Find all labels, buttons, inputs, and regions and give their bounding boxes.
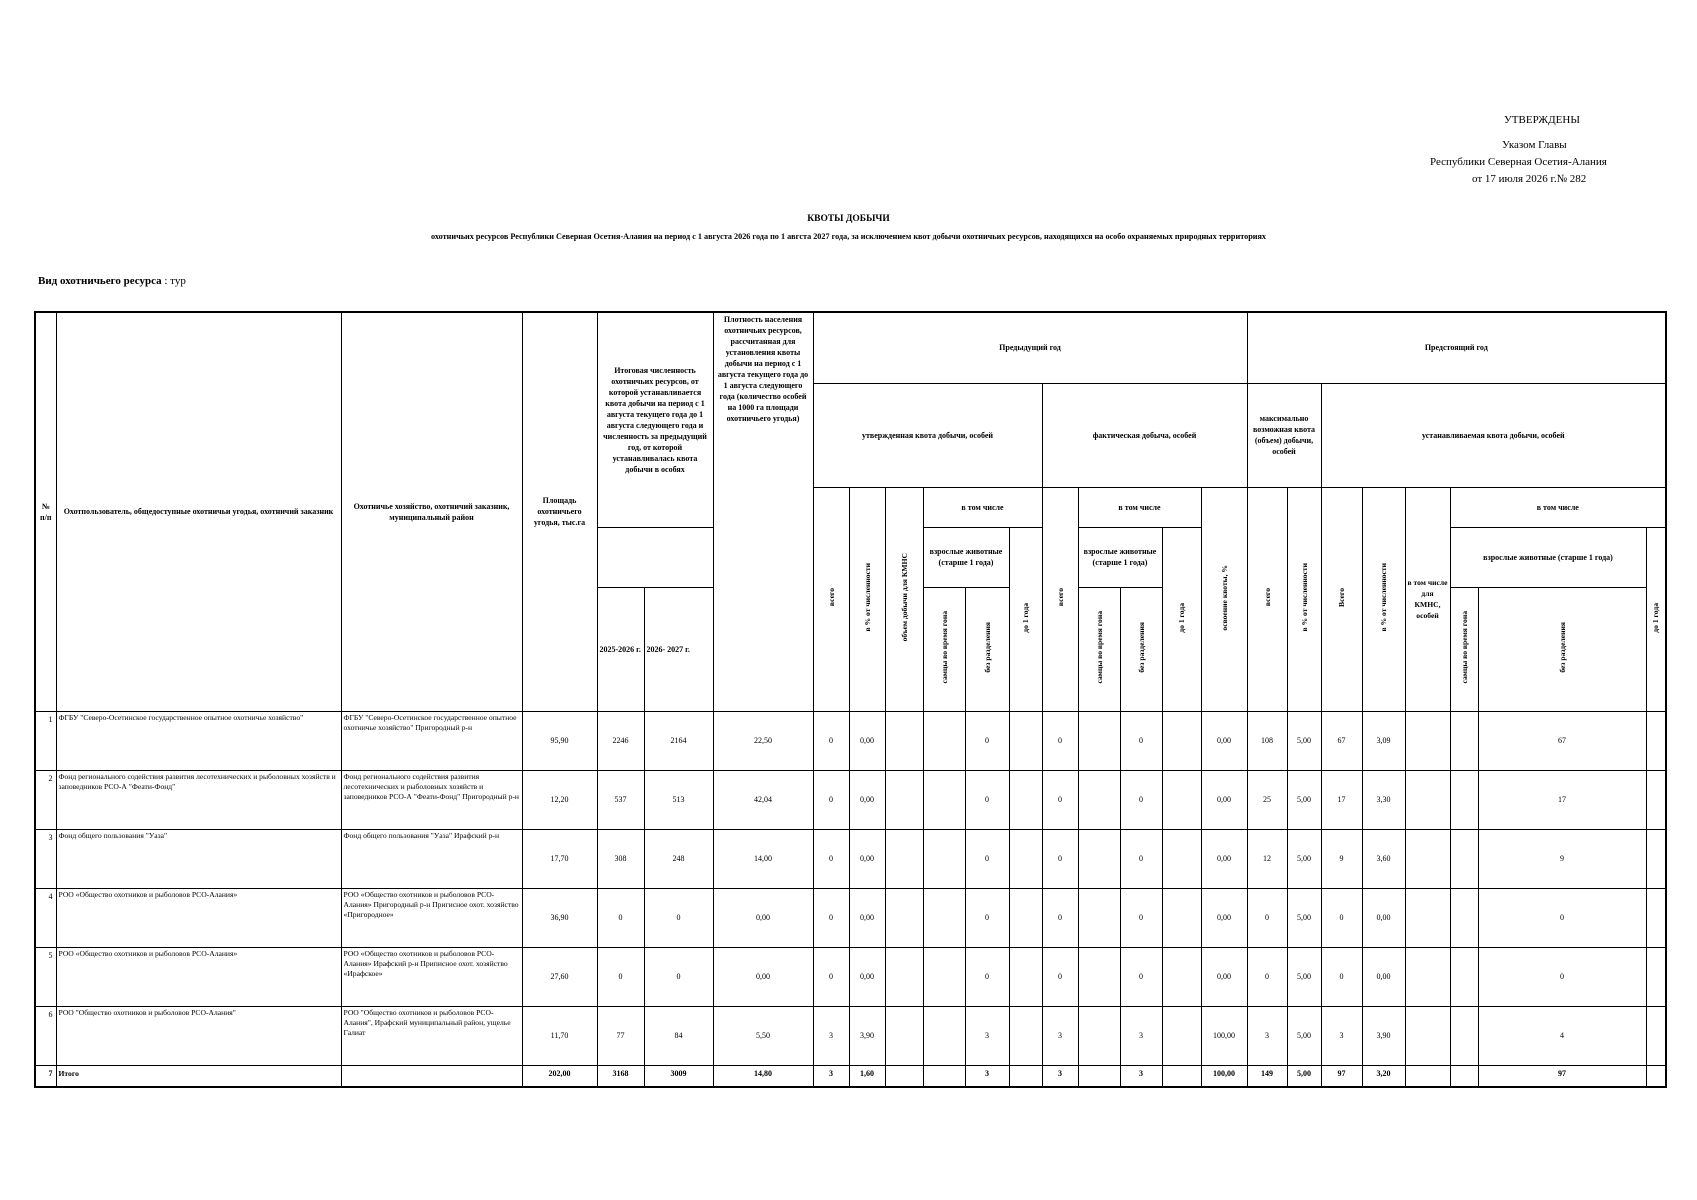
cell-aq-ns: 0	[965, 947, 1009, 1006]
table-row	[35, 711, 1666, 770]
cell-user: Итого	[56, 1065, 341, 1087]
cell-ah-ns: 0	[1120, 770, 1162, 829]
cell-aq-u1	[1009, 1006, 1042, 1065]
cell-aq-all: 0	[813, 947, 849, 1006]
cell-sq-ns: 67	[1478, 711, 1646, 770]
cell-ah-all: 0	[1042, 888, 1078, 947]
cell-c26: 2164	[644, 711, 713, 770]
cell-sq-u1	[1646, 770, 1666, 829]
cell-mq-pct: 5,00	[1287, 711, 1321, 770]
cell-sq-all: 67	[1321, 711, 1362, 770]
cell-c25: 0	[597, 888, 644, 947]
cell-aq-ns: 0	[965, 829, 1009, 888]
cell-aq-pct: 1,60	[849, 1065, 885, 1087]
cell-ah-ns: 0	[1120, 711, 1162, 770]
cell-user: Фонд общего пользования "Уаза"	[56, 829, 341, 888]
approval-title: УТВЕРЖДЕНЫ	[1504, 114, 1580, 126]
cell-ah-ns: 3	[1120, 1065, 1162, 1087]
resource-label: Вид охотничьего ресурса	[38, 275, 162, 287]
cell-area: 202,00	[522, 1065, 597, 1087]
header-prev-year: Предыдущий год	[813, 312, 1247, 383]
header-mq-pct: в % от численности	[1287, 487, 1321, 711]
approval-line-2: Республики Северная Осетия-Алания	[1430, 156, 1607, 168]
cell-dens: 14,00	[713, 829, 813, 888]
cell-mq-all: 12	[1247, 829, 1287, 888]
cell-sq-kmns	[1405, 770, 1450, 829]
cell-aq-u1	[1009, 947, 1042, 1006]
cell-mq-all: 0	[1247, 947, 1287, 1006]
header-sq-pct: в % от численности	[1362, 487, 1405, 711]
header-ah-males: самцы во время гона	[1078, 587, 1120, 711]
cell-use: 0,00	[1201, 888, 1247, 947]
cell-aq-kmns	[885, 829, 923, 888]
cell-c26: 513	[644, 770, 713, 829]
cell-area: 27,60	[522, 947, 597, 1006]
cell-area: 17,70	[522, 829, 597, 888]
cell-aq-kmns	[885, 947, 923, 1006]
cell-mq-pct: 5,00	[1287, 829, 1321, 888]
cell-aq-kmns	[885, 1065, 923, 1087]
cell-sq-ns: 4	[1478, 1006, 1646, 1065]
cell-sq-pct: 3,20	[1362, 1065, 1405, 1087]
cell-aq-all: 3	[813, 1065, 849, 1087]
cell-aq-kmns	[885, 711, 923, 770]
cell-aq-all: 0	[813, 829, 849, 888]
cell-sq-kmns	[1405, 1006, 1450, 1065]
cell-aq-u1	[1009, 829, 1042, 888]
cell-ah-all: 3	[1042, 1065, 1078, 1087]
cell-dens: 0,00	[713, 947, 813, 1006]
cell-sq-u1	[1646, 1006, 1666, 1065]
header-aq-kmns: объем добычи для КМНС	[885, 487, 923, 711]
cell-ah-all: 0	[1042, 770, 1078, 829]
cell-ah-all: 3	[1042, 1006, 1078, 1065]
cell-sq-pct: 0,00	[1362, 947, 1405, 1006]
table-row	[35, 829, 1666, 888]
cell-n: 7	[35, 1065, 56, 1087]
header-sq-adults: взрослые животные (старше 1 года)	[1450, 527, 1646, 587]
header-max-quota: максимально возможная квота (объем) добычи, особей	[1247, 383, 1321, 487]
cell-c25: 2246	[597, 711, 644, 770]
table-row	[35, 947, 1666, 1006]
cell-aq-ns: 0	[965, 770, 1009, 829]
cell-ah-u1	[1162, 711, 1201, 770]
cell-sq-kmns	[1405, 888, 1450, 947]
table-row	[35, 770, 1666, 829]
cell-user: РОО «Общество охотников и рыболовов РСО-Алания»	[56, 888, 341, 947]
header-user: Охотпользователь, общедоступные охотничьи угодья, охотничий заказник	[56, 312, 341, 711]
header-density: Плотность населения охотничьих ресурсов, рассчитанная для установления квоты добычи на период с 1 августа текущего года до 1 августа следующего года (количество особей на 1000 га площади охотничьего угодья)	[713, 312, 813, 711]
cell-mq-pct: 5,00	[1287, 947, 1321, 1006]
cell-sq-m	[1450, 947, 1478, 1006]
cell-sq-u1	[1646, 711, 1666, 770]
cell-dens: 42,04	[713, 770, 813, 829]
cell-mq-pct: 5,00	[1287, 770, 1321, 829]
cell-farm: РОО "Общество охотников и рыболовов РСО-Алания", Ирафский муниципальный район, ущелье Галиат	[341, 1006, 522, 1065]
cell-n: 2	[35, 770, 56, 829]
cell-sq-pct: 0,00	[1362, 888, 1405, 947]
cell-dens: 14,80	[713, 1065, 813, 1087]
cell-ah-u1	[1162, 947, 1201, 1006]
cell-aq-pct: 0,00	[849, 829, 885, 888]
header-aq-nosplit: без разделения	[965, 587, 1009, 711]
cell-c26: 248	[644, 829, 713, 888]
cell-aq-m	[923, 711, 965, 770]
cell-ah-m	[1078, 711, 1120, 770]
header-ah-adults: взрослые животные (старше 1 года)	[1078, 527, 1162, 587]
cell-ah-ns: 0	[1120, 888, 1162, 947]
total-row	[35, 1065, 1666, 1087]
cell-n: 5	[35, 947, 56, 1006]
cell-aq-all: 0	[813, 888, 849, 947]
cell-c26: 3009	[644, 1065, 713, 1087]
cell-aq-kmns	[885, 888, 923, 947]
cell-c26: 84	[644, 1006, 713, 1065]
cell-n: 3	[35, 829, 56, 888]
cell-aq-u1	[1009, 770, 1042, 829]
cell-sq-u1	[1646, 829, 1666, 888]
cell-ah-all: 0	[1042, 711, 1078, 770]
document-title: КВОТЫ ДОБЫЧИ	[807, 214, 890, 224]
cell-mq-all: 3	[1247, 1006, 1287, 1065]
cell-c25: 308	[597, 829, 644, 888]
cell-aq-ns: 3	[965, 1006, 1009, 1065]
cell-sq-m	[1450, 829, 1478, 888]
header-total-count: Итоговая численность охотничьих ресурсов, от которой устанавливается квота добычи на период с 1 августа текущего года до 1 августа следующего года и численность за предыдущий год, от которой устанавливалась квота добычи в особях	[597, 312, 713, 527]
cell-mq-all: 108	[1247, 711, 1287, 770]
cell-n: 6	[35, 1006, 56, 1065]
cell-ah-ns: 0	[1120, 947, 1162, 1006]
cell-use: 0,00	[1201, 829, 1247, 888]
cell-mq-all: 25	[1247, 770, 1287, 829]
header-year-1: 2025-2026 г.	[597, 587, 644, 711]
cell-sq-kmns	[1405, 1065, 1450, 1087]
cell-aq-m	[923, 1065, 965, 1087]
cell-ah-all: 0	[1042, 829, 1078, 888]
cell-aq-m	[923, 1006, 965, 1065]
header-ah-nosplit: без разделения	[1120, 587, 1162, 711]
cell-aq-m	[923, 770, 965, 829]
cell-user: Фонд регионального содействия развития лесотехнических и рыболовных хозяйств и заповедников РСО-А "Феати-Фонд"	[56, 770, 341, 829]
cell-aq-m	[923, 947, 965, 1006]
cell-sq-u1	[1646, 1065, 1666, 1087]
cell-ah-ns: 3	[1120, 1006, 1162, 1065]
cell-sq-ns: 9	[1478, 829, 1646, 888]
header-sq-males: самцы во время гона	[1450, 587, 1478, 711]
cell-use: 0,00	[1201, 711, 1247, 770]
cell-mq-pct: 5,00	[1287, 1006, 1321, 1065]
cell-aq-ns: 0	[965, 711, 1009, 770]
cell-ah-u1	[1162, 888, 1201, 947]
cell-use: 0,00	[1201, 947, 1247, 1006]
cell-sq-ns: 97	[1478, 1065, 1646, 1087]
cell-sq-m	[1450, 711, 1478, 770]
header-quota-use: освоение квоты, %	[1201, 487, 1247, 711]
cell-aq-pct: 3,90	[849, 1006, 885, 1065]
cell-aq-u1	[1009, 711, 1042, 770]
cell-sq-kmns	[1405, 711, 1450, 770]
cell-ah-m	[1078, 1065, 1120, 1087]
cell-sq-pct: 3,09	[1362, 711, 1405, 770]
approval-line-1: Указом Главы	[1502, 139, 1567, 151]
cell-sq-ns: 0	[1478, 947, 1646, 1006]
cell-c26: 0	[644, 947, 713, 1006]
cell-ah-u1	[1162, 1065, 1201, 1087]
cell-user: РОО "Общество охотников и рыболовов РСО-Алания"	[56, 1006, 341, 1065]
header-aq-adults: взрослые животные (старше 1 года)	[923, 527, 1009, 587]
cell-sq-all: 0	[1321, 947, 1362, 1006]
cell-sq-ns: 17	[1478, 770, 1646, 829]
cell-aq-u1	[1009, 888, 1042, 947]
cell-sq-pct: 3,30	[1362, 770, 1405, 829]
cell-dens: 22,50	[713, 711, 813, 770]
approval-line-3: от 17 июля 2026 г.№ 282	[1472, 173, 1587, 185]
header-aq-under1: до 1 года	[1009, 527, 1042, 711]
cell-sq-m	[1450, 1006, 1478, 1065]
cell-sq-all: 9	[1321, 829, 1362, 888]
cell-ah-ns: 0	[1120, 829, 1162, 888]
cell-use: 100,00	[1201, 1065, 1247, 1087]
cell-ah-u1	[1162, 770, 1201, 829]
cell-aq-pct: 0,00	[849, 770, 885, 829]
cell-sq-m	[1450, 888, 1478, 947]
header-sq-under1: до 1 года	[1646, 527, 1666, 711]
cell-mq-pct: 5,00	[1287, 888, 1321, 947]
resource-value: : тур	[161, 275, 186, 287]
cell-sq-kmns	[1405, 829, 1450, 888]
cell-farm: Фонд регионального содействия развития лесотехнических и рыболовных хозяйств и заповедников РСО-А "Феати-Фонд" Пригородный р-н	[341, 770, 522, 829]
cell-area: 12,20	[522, 770, 597, 829]
cell-farm: РОО «Общество охотников и рыболовов РСО-Алания» Пригородный р-н Пригисное охот. хозяйство «Пригородное»	[341, 888, 522, 947]
cell-mq-all: 149	[1247, 1065, 1287, 1087]
cell-aq-ns: 3	[965, 1065, 1009, 1087]
cell-aq-pct: 0,00	[849, 888, 885, 947]
header-set-quota: устанавливаемая квота добычи, особей	[1321, 383, 1666, 487]
header-year-2: 2026- 2027 г.	[644, 587, 713, 711]
cell-sq-pct: 3,60	[1362, 829, 1405, 888]
cell-aq-kmns	[885, 1006, 923, 1065]
cell-area: 36,90	[522, 888, 597, 947]
cell-farm: ФГБУ "Северо-Осетинское государственное опытное охотничье хозяйство" Пригородный р-н	[341, 711, 522, 770]
cell-sq-u1	[1646, 947, 1666, 1006]
cell-mq-all: 0	[1247, 888, 1287, 947]
cell-area: 95,90	[522, 711, 597, 770]
cell-aq-pct: 0,00	[849, 947, 885, 1006]
cell-c26: 0	[644, 888, 713, 947]
cell-sq-all: 97	[1321, 1065, 1362, 1087]
cell-sq-pct: 3,90	[1362, 1006, 1405, 1065]
cell-n: 4	[35, 888, 56, 947]
cell-aq-m	[923, 829, 965, 888]
header-ah-all: всего	[1042, 487, 1078, 711]
header-sq-nosplit: без разделения	[1478, 587, 1646, 711]
table-row	[35, 1006, 1666, 1065]
cell-aq-m	[923, 888, 965, 947]
header-ah-incl: в том числе	[1078, 487, 1201, 527]
cell-aq-pct: 0,00	[849, 711, 885, 770]
cell-ah-m	[1078, 1006, 1120, 1065]
cell-aq-ns: 0	[965, 888, 1009, 947]
cell-sq-ns: 0	[1478, 888, 1646, 947]
header-sq-incl: в том числе	[1450, 487, 1666, 527]
cell-n: 1	[35, 711, 56, 770]
cell-dens: 0,00	[713, 888, 813, 947]
cell-use: 100,00	[1201, 1006, 1247, 1065]
cell-ah-u1	[1162, 1006, 1201, 1065]
header-aq-incl: в том числе	[923, 487, 1042, 527]
header-num: № п/п	[35, 312, 56, 711]
header-years-spacer	[597, 527, 713, 587]
cell-aq-all: 0	[813, 711, 849, 770]
cell-ah-all: 0	[1042, 947, 1078, 1006]
cell-c25: 77	[597, 1006, 644, 1065]
header-aq-males: самцы во время гона	[923, 587, 965, 711]
cell-sq-all: 17	[1321, 770, 1362, 829]
quota-table	[34, 311, 1667, 1088]
document-subtitle: охотничьих ресурсов Республики Северная Осетия-Алания на период с 1 августа 2026 года по 1 авгста 2027 года, за исключением квот добычи охотничьих ресурсов, находящихся на особо охраняемых природных территориях	[430, 232, 1266, 241]
cell-c25: 537	[597, 770, 644, 829]
cell-sq-all: 0	[1321, 888, 1362, 947]
cell-use: 0,00	[1201, 770, 1247, 829]
cell-sq-kmns	[1405, 947, 1450, 1006]
cell-ah-u1	[1162, 829, 1201, 888]
cell-ah-m	[1078, 947, 1120, 1006]
header-area: Площадь охотничьего угодья, тыс.га	[522, 312, 597, 711]
header-next-year: Предстоящий год	[1247, 312, 1666, 383]
table-row	[35, 888, 1666, 947]
cell-c25: 3168	[597, 1065, 644, 1087]
cell-farm	[341, 1065, 522, 1087]
cell-sq-all: 3	[1321, 1006, 1362, 1065]
header-aq-pct: в % от численности	[849, 487, 885, 711]
cell-farm: РОО «Общество охотников и рыболовов РСО-Алания» Ирафский р-н Приписное охот. хозяйство «Ирафское»	[341, 947, 522, 1006]
header-sq-kmns: в том числе для КМНС, особей	[1405, 487, 1450, 711]
cell-aq-u1	[1009, 1065, 1042, 1087]
header-aq-all: всего	[813, 487, 849, 711]
cell-aq-kmns	[885, 770, 923, 829]
cell-sq-m	[1450, 1065, 1478, 1087]
cell-aq-all: 0	[813, 770, 849, 829]
header-ah-under1: до 1 года	[1162, 527, 1201, 711]
cell-ah-m	[1078, 770, 1120, 829]
cell-c25: 0	[597, 947, 644, 1006]
cell-ah-m	[1078, 829, 1120, 888]
header-approved-quota: утвержденная квота добычи, особей	[813, 383, 1042, 487]
cell-farm: Фонд общего пользования "Уаза" Ирафский р-н	[341, 829, 522, 888]
header-mq-all: всего	[1247, 487, 1287, 711]
cell-sq-m	[1450, 770, 1478, 829]
cell-user: ФГБУ "Северо-Осетинское государственное опытное охотничье хозяйство"	[56, 711, 341, 770]
header-sq-all: Всего	[1321, 487, 1362, 711]
cell-mq-pct: 5,00	[1287, 1065, 1321, 1087]
cell-sq-u1	[1646, 888, 1666, 947]
cell-area: 11,70	[522, 1006, 597, 1065]
header-farm: Охотничье хозяйство, охотничий заказник, муниципальный район	[341, 312, 522, 711]
cell-aq-all: 3	[813, 1006, 849, 1065]
resource-line	[38, 275, 186, 287]
cell-user: РОО «Общество охотников и рыболовов РСО-Алания»	[56, 947, 341, 1006]
approval-block	[1420, 112, 1697, 188]
header-actual-harvest: фактическая добыча, особей	[1042, 383, 1247, 487]
cell-dens: 5,50	[713, 1006, 813, 1065]
cell-ah-m	[1078, 888, 1120, 947]
